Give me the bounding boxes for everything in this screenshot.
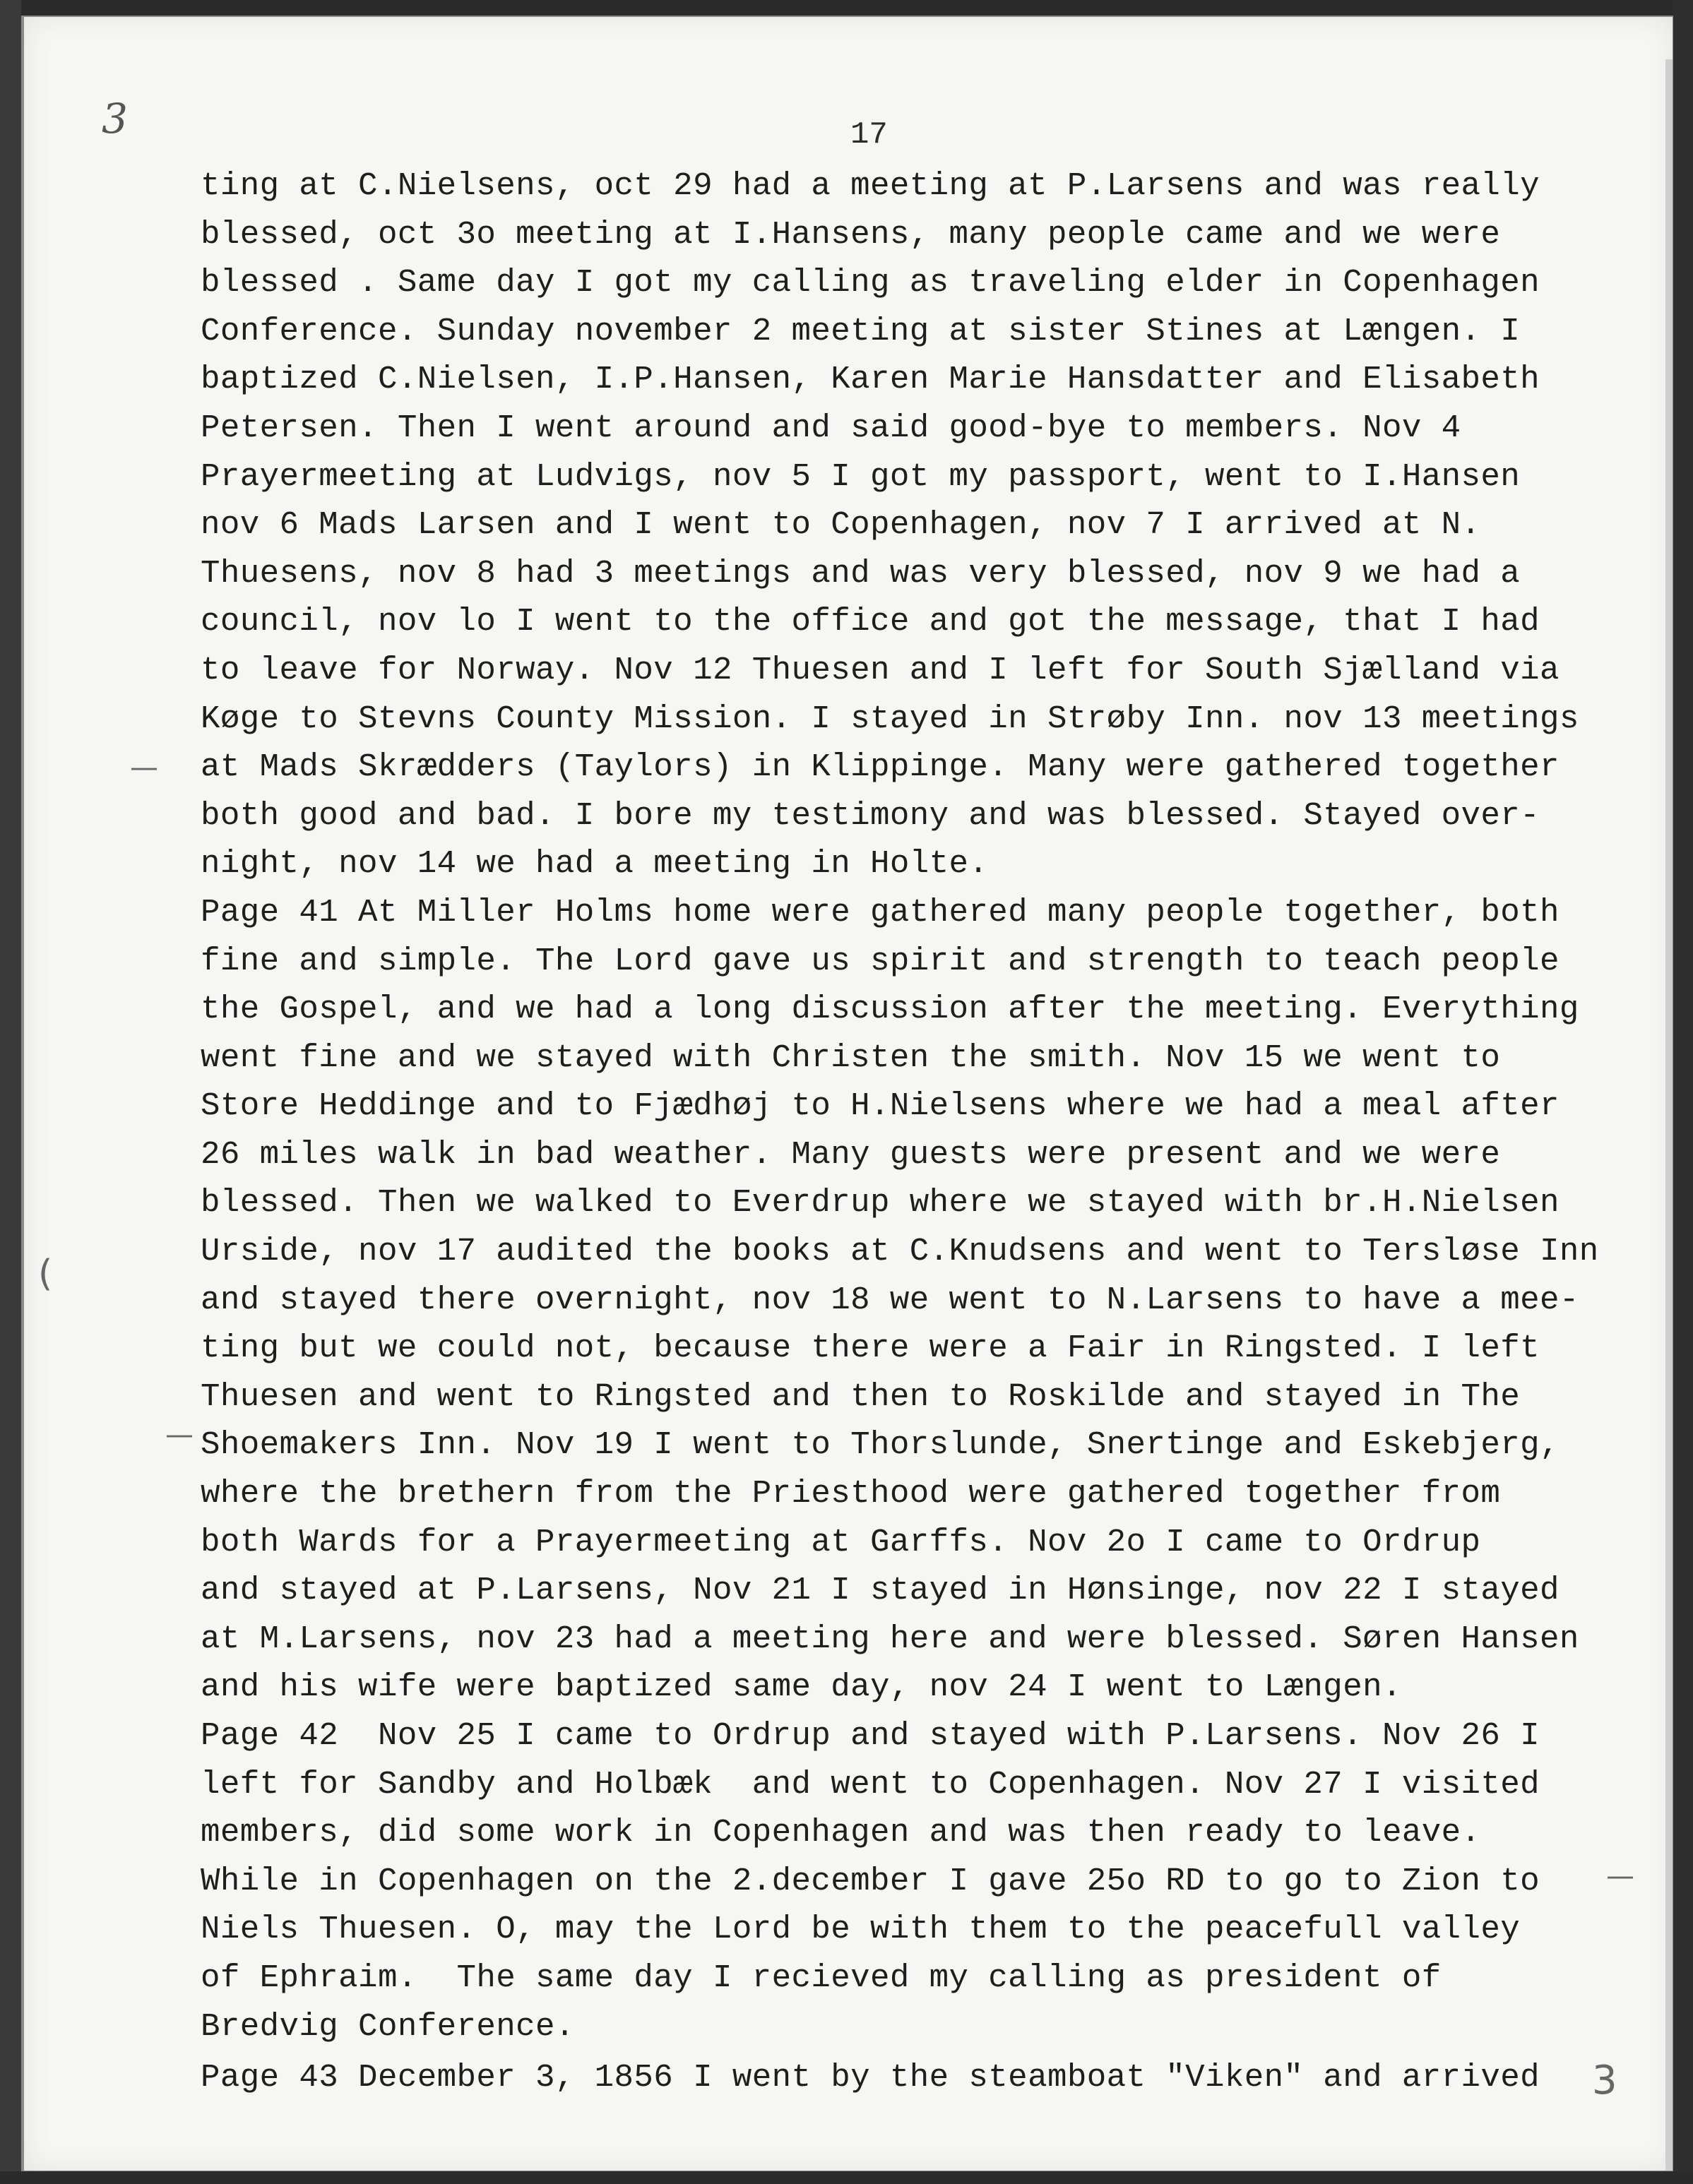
text-line: to leave for Norway. Nov 12 Thuesen and I left for South Sjælland via [201,651,1560,688]
text-line: Niels Thuesen. O, may the Lord be with them to the peacefull valley [201,1911,1521,1948]
text-line: and stayed there overnight, nov 18 we went to N.Larsens to have a mee- [201,1281,1579,1318]
text-line: Page 42 Nov 25 I came to Ordrup and stayed with P.Larsens. Nov 26 I [201,1717,1540,1754]
diary-body [201,162,1656,2102]
text-line: baptized C.Nielsen, I.P.Hansen, Karen Marie Hansdatter and Elisabeth [201,361,1540,398]
text-line: Store Heddinge and to Fjædhøj to H.Nielsens where we had a meal after [201,1087,1560,1125]
margin-dash: — [165,1419,194,1451]
text-line: blessed . Same day I got my calling as traveling elder in Copenhagen [201,264,1540,302]
text-line: Prayermeeting at Ludvigs, nov 5 I got my passport, went to I.Hansen [201,458,1521,495]
margin-scribble: 3 [1592,2058,1617,2104]
page-number: 17 [850,117,888,153]
text-line: Thuesens, nov 8 had 3 meetings and was very blessed, nov 9 we had a [201,554,1521,592]
text-line: fine and simple. The Lord gave us spirit and strength to teach people [201,942,1560,979]
scan-frame-right [1673,0,1693,2184]
text-line: 26 miles walk in bad weather. Many guests were present and we were [201,1135,1501,1173]
text-line: ting but we could not, because there were a Fair in Ringsted. I left [201,1330,1540,1367]
scan-frame-bottom [0,2171,1693,2184]
handwritten-page-mark: 3 [102,95,128,143]
text-line: blessed, oct 3o meeting at I.Hansens, many people came and we were [201,215,1501,253]
text-line: blessed. Then we walked to Everdrup where we stayed with br.H.Nielsen [201,1184,1560,1222]
text-line: council, nov lo I went to the office and got the message, that I had [201,603,1540,640]
margin-bracket: — [1606,1860,1634,1892]
text-line: Køge to Stevns County Mission. I stayed in Strøby Inn. nov 13 meetings [201,700,1579,737]
text-line: went fine and we stayed with Christen the smith. Nov 15 we went to [201,1039,1501,1076]
text-line: While in Copenhagen on the 2.december I gave 25o RD to go to Zion to [201,1862,1540,1899]
text-line: Urside, nov 17 audited the books at C.Knudsens and went to Tersløse Inn [201,1233,1599,1270]
margin-bracket: ( [38,1253,53,1295]
text-line: ting at C.Nielsens, oct 29 had a meeting at P.Larsens and was really [201,167,1540,204]
scan-frame-top [0,0,1693,16]
typewritten-page [24,17,1673,2171]
text-line: left for Sandby and Holbæk and went to Copenhagen. Nov 27 I visited [201,1765,1540,1803]
text-line: Petersen. Then I went around and said good-bye to members. Nov 4 [201,409,1461,446]
text-line: both good and bad. I bore my testimony and was blessed. Stayed over- [201,796,1540,834]
text-line: Thuesen and went to Ringsted and then to Roskilde and stayed in The [201,1378,1521,1415]
text-line: where the brethern from the Priesthood were gathered together from [201,1475,1501,1512]
margin-dash: — [130,751,158,784]
text-line: Page 41 At Miller Holms home were gathered many people together, both [201,893,1560,931]
text-line: at Mads Skrædders (Taylors) in Klippinge. Many were gathered together [201,748,1560,786]
text-line: at M.Larsens, nov 23 had a meeting here and were blessed. Søren Hansen [201,1620,1579,1657]
page-edge [1665,59,1673,2171]
scan-frame-left [0,0,21,2184]
text-line: both Wards for a Prayermeeting at Garffs. Nov 2o I came to Ordrup [201,1523,1481,1561]
text-line: and his wife were baptized same day, nov 24 I went to Længen. [201,1669,1402,1706]
text-line: of Ephraim. The same day I recieved my calling as president of [201,1959,1442,1996]
text-line: nov 6 Mads Larsen and I went to Copenhagen, nov 7 I arrived at N. [201,506,1481,544]
text-line: Bredvig Conference. [201,2007,575,2045]
text-line: night, nov 14 we had a meeting in Holte. [201,845,989,883]
text-line: the Gospel, and we had a long discussion after the meeting. Everything [201,991,1579,1028]
text-line: members, did some work in Copenhagen and was then ready to leave. [201,1814,1481,1851]
text-line: Shoemakers Inn. Nov 19 I went to Thorslunde, Snertinge and Eskebjerg, [201,1426,1560,1464]
text-line: and stayed at P.Larsens, Nov 21 I stayed in Hønsinge, nov 22 I stayed [201,1572,1560,1609]
text-line: Page 43 December 3, 1856 I went by the steamboat "Viken" and arrived [201,2059,1540,2096]
text-line: Conference. Sunday november 2 meeting at sister Stines at Længen. I [201,312,1521,350]
